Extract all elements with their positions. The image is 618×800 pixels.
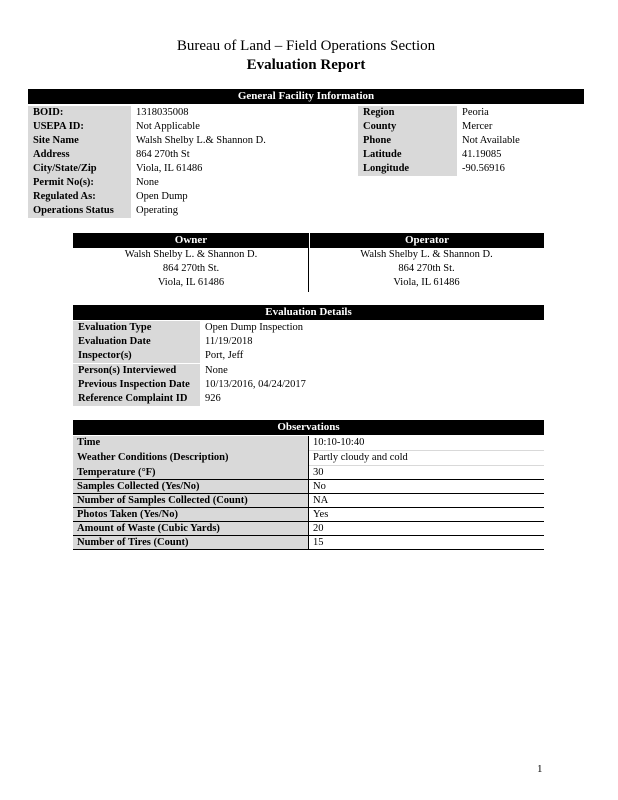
value-number-of-tires: 15 (313, 537, 324, 548)
value-persons-interviewed: None (205, 365, 228, 376)
value-weather: Partly cloudy and cold (313, 452, 408, 463)
value-regulated-as: Open Dump (136, 191, 188, 202)
value-address: 864 270th St (136, 149, 190, 160)
label-boid: BOID: (28, 106, 131, 120)
label-site-name: Site Name (28, 134, 131, 148)
label-longitude: Longitude (358, 162, 457, 176)
value-evaluation-type: Open Dump Inspection (205, 322, 303, 333)
label-previous-inspection-date: Previous Inspection Date (73, 378, 200, 392)
operator-street: 864 270th St. (398, 263, 455, 274)
value-latitude: 41.19085 (462, 149, 502, 160)
owner-block (73, 248, 309, 290)
value-permit-nos: None (136, 177, 159, 188)
value-reference-complaint-id: 926 (205, 393, 221, 404)
label-usepa-id: USEPA ID: (28, 120, 131, 134)
label-photos-taken: Photos Taken (Yes/No) (73, 508, 308, 522)
label-persons-interviewed: Person(s) Interviewed (73, 364, 200, 378)
value-operations-status: Operating (136, 205, 178, 216)
owner-street: 864 270th St. (162, 263, 220, 274)
label-weather: Weather Conditions (Description) (73, 451, 308, 465)
value-temperature: 30 (313, 467, 324, 478)
value-time: 10:10-10:40 (313, 437, 365, 448)
label-reference-complaint-id: Reference Complaint ID (73, 392, 200, 406)
value-samples-collected: No (313, 481, 326, 492)
label-operations-status: Operations Status (28, 204, 131, 218)
label-county: County (358, 120, 457, 134)
observations-title: Observations (73, 420, 544, 435)
label-permit-nos: Permit No(s): (28, 176, 131, 190)
label-number-of-tires: Number of Tires (Count) (73, 536, 308, 550)
operator-name: Walsh Shelby L. & Shannon D. (360, 249, 493, 260)
label-number-of-samples: Number of Samples Collected (Count) (73, 494, 308, 508)
general-facility-title: General Facility Information (28, 89, 584, 104)
operator-block (309, 248, 544, 290)
label-region: Region (358, 106, 457, 120)
value-evaluation-date: 11/19/2018 (205, 336, 253, 347)
label-evaluation-date: Evaluation Date (73, 335, 200, 349)
value-usepa-id: Not Applicable (136, 121, 200, 132)
operator-city: Viola, IL 61486 (393, 277, 460, 288)
value-region: Peoria (462, 107, 489, 118)
value-previous-inspection-date: 10/13/2016, 04/24/2017 (205, 379, 306, 390)
value-amount-of-waste: 20 (313, 523, 324, 534)
value-longitude: -90.56916 (462, 163, 505, 174)
owner-city: Viola, IL 61486 (157, 277, 225, 288)
owner-heading: Owner (73, 233, 309, 248)
label-time: Time (73, 436, 308, 450)
label-evaluation-type: Evaluation Type (73, 321, 200, 335)
value-phone: Not Available (462, 135, 520, 146)
evaluation-details-title: Evaluation Details (73, 305, 544, 320)
column-divider (308, 436, 309, 550)
value-photos-taken: Yes (313, 509, 329, 520)
value-site-name: Walsh Shelby L.& Shannon D. (136, 135, 266, 146)
label-regulated-as: Regulated As: (28, 190, 131, 204)
report-subtitle: Evaluation Report (246, 57, 366, 73)
page-number: 1 (537, 763, 543, 775)
label-address: Address (28, 148, 131, 162)
label-phone: Phone (358, 134, 457, 148)
label-city-state-zip: City/State/Zip (28, 162, 131, 176)
label-temperature: Temperature (°F) (73, 466, 308, 480)
owner-name: Walsh Shelby L. & Shannon D. (124, 249, 258, 260)
label-amount-of-waste: Amount of Waste (Cubic Yards) (73, 522, 308, 536)
label-latitude: Latitude (358, 148, 457, 162)
value-boid: 1318035008 (136, 107, 189, 118)
value-inspectors: Port, Jeff (205, 350, 244, 361)
label-inspectors: Inspector(s) (73, 349, 200, 363)
value-city-state-zip: Viola, IL 61486 (136, 163, 203, 174)
value-number-of-samples: NA (313, 495, 329, 506)
operator-heading: Operator (309, 233, 544, 248)
report-title: Bureau of Land – Field Operations Section (176, 38, 436, 54)
value-county: Mercer (462, 121, 493, 132)
label-samples-collected: Samples Collected (Yes/No) (73, 480, 308, 494)
